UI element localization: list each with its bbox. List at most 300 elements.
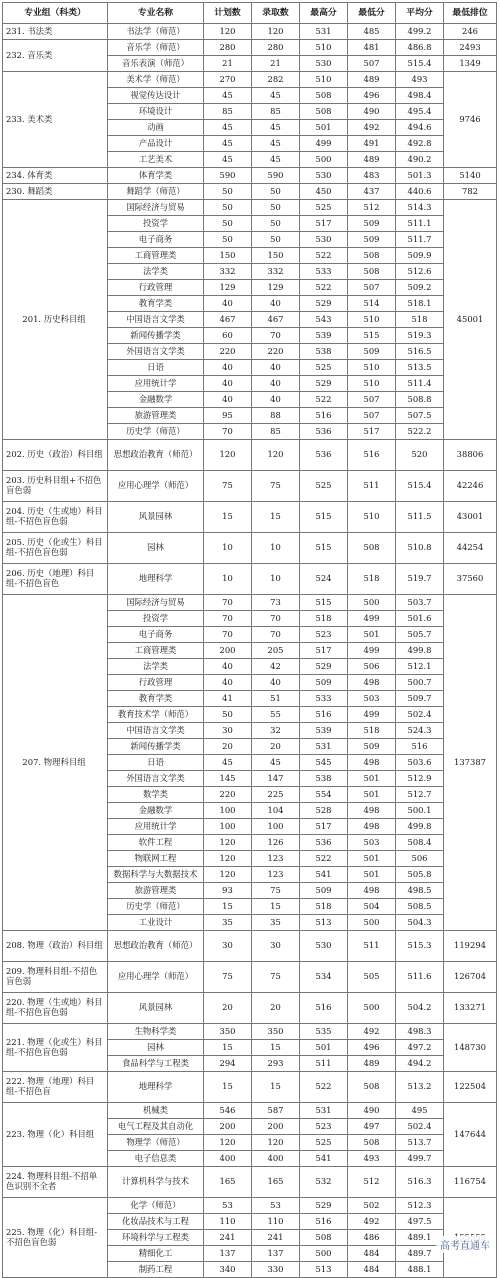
avg-score-cell: 497.5 xyxy=(396,1214,444,1230)
major-cell: 产品设计 xyxy=(108,136,204,152)
plan-cell: 40 xyxy=(204,392,252,408)
admit-cell: 40 xyxy=(252,675,300,691)
major-cell: 历史学（师范） xyxy=(108,899,204,915)
plan-cell: 75 xyxy=(204,471,252,502)
major-cell: 地理科学 xyxy=(108,1072,204,1103)
plan-cell: 40 xyxy=(204,675,252,691)
min-score-cell: 509 xyxy=(348,739,396,755)
max-score-cell: 515 xyxy=(300,533,348,564)
max-score-cell: 509 xyxy=(300,883,348,899)
admit-cell: 75 xyxy=(252,962,300,993)
watermark: 高考直通车 xyxy=(436,1236,494,1253)
major-cell: 工商管理类 xyxy=(108,643,204,659)
major-cell: 教育学类 xyxy=(108,691,204,707)
max-score-cell: 517 xyxy=(300,216,348,232)
max-score-cell: 545 xyxy=(300,755,348,771)
admit-cell: 200 xyxy=(252,1119,300,1135)
major-cell: 软件工程 xyxy=(108,835,204,851)
admit-cell: 70 xyxy=(252,627,300,643)
min-score-cell: 496 xyxy=(348,88,396,104)
header-admit: 录取数 xyxy=(252,3,300,24)
avg-score-cell: 509.2 xyxy=(396,280,444,296)
min-score-cell: 508 xyxy=(348,264,396,280)
admit-cell: 129 xyxy=(252,280,300,296)
min-rank-cell: 246 xyxy=(444,24,497,40)
admit-cell: 10 xyxy=(252,533,300,564)
plan-cell: 220 xyxy=(204,344,252,360)
min-rank-cell: 126704 xyxy=(444,962,497,993)
max-score-cell: 522 xyxy=(300,248,348,264)
plan-cell: 120 xyxy=(204,867,252,883)
major-cell: 行政管理 xyxy=(108,280,204,296)
admit-cell: 467 xyxy=(252,312,300,328)
min-score-cell: 509 xyxy=(348,216,396,232)
plan-cell: 15 xyxy=(204,1040,252,1056)
group-name-cell: 233. 美术类 xyxy=(3,72,108,168)
min-score-cell: 508 xyxy=(348,248,396,264)
plan-cell: 110 xyxy=(204,1214,252,1230)
admit-cell: 70 xyxy=(252,328,300,344)
min-rank-cell: 44254 xyxy=(444,533,497,564)
major-cell: 化妆品技术与工程 xyxy=(108,1214,204,1230)
major-cell: 投资学 xyxy=(108,611,204,627)
group-name-cell: 208. 物理（政治）科目组 xyxy=(3,931,108,962)
major-cell: 投资学 xyxy=(108,216,204,232)
table-row xyxy=(3,184,497,200)
admit-cell: 126 xyxy=(252,835,300,851)
avg-score-cell: 498.4 xyxy=(396,88,444,104)
plan-cell: 50 xyxy=(204,707,252,723)
plan-cell: 53 xyxy=(204,1198,252,1214)
min-score-cell: 492 xyxy=(348,1024,396,1040)
max-score-cell: 530 xyxy=(300,232,348,248)
major-cell: 工业设计 xyxy=(108,915,204,931)
table-row xyxy=(3,533,497,564)
min-score-cell: 490 xyxy=(348,1103,396,1119)
max-score-cell: 516 xyxy=(300,707,348,723)
admit-cell: 45 xyxy=(252,755,300,771)
min-score-cell: 501 xyxy=(348,851,396,867)
max-score-cell: 518 xyxy=(300,899,348,915)
major-cell: 精细化工 xyxy=(108,1246,204,1262)
plan-cell: 70 xyxy=(204,611,252,627)
max-score-cell: 531 xyxy=(300,739,348,755)
min-score-cell: 492 xyxy=(348,1214,396,1230)
major-cell: 舞蹈学（师范） xyxy=(108,184,204,200)
admit-cell: 165 xyxy=(252,1167,300,1198)
major-cell: 电气工程及其自动化 xyxy=(108,1119,204,1135)
avg-score-cell: 507.5 xyxy=(396,408,444,424)
plan-cell: 120 xyxy=(204,24,252,40)
admit-cell: 293 xyxy=(252,1056,300,1072)
max-score-cell: 529 xyxy=(300,296,348,312)
plan-cell: 45 xyxy=(204,755,252,771)
plan-cell: 165 xyxy=(204,1167,252,1198)
major-cell: 计算机科学与技术 xyxy=(108,1167,204,1198)
min-rank-cell: 122504 xyxy=(444,1072,497,1103)
major-cell: 历史学（师范） xyxy=(108,424,204,440)
major-cell: 风景园林 xyxy=(108,993,204,1024)
major-cell: 物理学（师范） xyxy=(108,1135,204,1151)
plan-cell: 50 xyxy=(204,216,252,232)
avg-score-cell: 505.7 xyxy=(396,627,444,643)
admit-cell: 50 xyxy=(252,184,300,200)
min-score-cell: 481 xyxy=(348,40,396,56)
avg-score-cell: 440.6 xyxy=(396,184,444,200)
max-score-cell: 516 xyxy=(300,408,348,424)
admit-cell: 241 xyxy=(252,1230,300,1246)
group-name-cell: 230. 舞蹈类 xyxy=(3,184,108,200)
min-score-cell: 484 xyxy=(348,1262,396,1278)
plan-cell: 45 xyxy=(204,152,252,168)
admit-cell: 590 xyxy=(252,168,300,184)
min-score-cell: 510 xyxy=(348,502,396,533)
major-cell: 外国语言文学类 xyxy=(108,344,204,360)
plan-cell: 35 xyxy=(204,915,252,931)
major-cell: 旅游管理类 xyxy=(108,408,204,424)
min-score-cell: 484 xyxy=(348,1246,396,1262)
avg-score-cell: 524.3 xyxy=(396,723,444,739)
major-cell: 工商管理类 xyxy=(108,248,204,264)
table-row xyxy=(3,1103,497,1119)
admit-cell: 40 xyxy=(252,392,300,408)
major-cell: 日语 xyxy=(108,755,204,771)
admit-cell: 137 xyxy=(252,1246,300,1262)
avg-score-cell: 494.2 xyxy=(396,1056,444,1072)
min-score-cell: 500 xyxy=(348,915,396,931)
header-major: 专业名称 xyxy=(108,3,204,24)
group-name-cell: 204. 历史（生或地）科目组-不招色盲色弱 xyxy=(3,502,108,533)
min-score-cell: 499 xyxy=(348,611,396,627)
major-cell: 思想政治教育（师范） xyxy=(108,931,204,962)
plan-cell: 10 xyxy=(204,564,252,595)
max-score-cell: 516 xyxy=(300,1214,348,1230)
max-score-cell: 530 xyxy=(300,931,348,962)
min-score-cell: 491 xyxy=(348,136,396,152)
admit-cell: 30 xyxy=(252,931,300,962)
avg-score-cell: 504.2 xyxy=(396,993,444,1024)
avg-score-cell: 513.5 xyxy=(396,360,444,376)
major-cell: 食品科学与工程类 xyxy=(108,1056,204,1072)
avg-score-cell: 519.7 xyxy=(396,564,444,595)
avg-score-cell: 488.1 xyxy=(396,1262,444,1278)
table-header xyxy=(3,3,497,24)
avg-score-cell: 516.3 xyxy=(396,1167,444,1198)
plan-cell: 129 xyxy=(204,280,252,296)
major-cell: 金融数学 xyxy=(108,803,204,819)
admit-cell: 15 xyxy=(252,1072,300,1103)
major-cell: 数学类 xyxy=(108,787,204,803)
avg-score-cell: 498.3 xyxy=(396,1024,444,1040)
major-cell: 园林 xyxy=(108,533,204,564)
group-name-cell: 207. 物理科目组 xyxy=(3,595,108,931)
major-cell: 风景园林 xyxy=(108,502,204,533)
plan-cell: 95 xyxy=(204,408,252,424)
admit-cell: 45 xyxy=(252,88,300,104)
max-score-cell: 522 xyxy=(300,851,348,867)
group-name-cell: 209. 物理科目组-不招色盲色弱 xyxy=(3,962,108,993)
plan-cell: 137 xyxy=(204,1246,252,1262)
avg-score-cell: 515.4 xyxy=(396,56,444,72)
min-score-cell: 517 xyxy=(348,424,396,440)
avg-score-cell: 489.7 xyxy=(396,1246,444,1262)
group-name-cell: 203. 历史科目组+不招色盲色弱 xyxy=(3,471,108,502)
table-row xyxy=(3,200,497,216)
avg-score-cell: 503.6 xyxy=(396,755,444,771)
plan-cell: 270 xyxy=(204,72,252,88)
plan-cell: 100 xyxy=(204,819,252,835)
avg-score-cell: 512.9 xyxy=(396,771,444,787)
header-max: 最高分 xyxy=(300,3,348,24)
min-score-cell: 483 xyxy=(348,168,396,184)
avg-score-cell: 502.4 xyxy=(396,707,444,723)
max-score-cell: 530 xyxy=(300,56,348,72)
plan-cell: 150 xyxy=(204,248,252,264)
admit-cell: 332 xyxy=(252,264,300,280)
major-cell: 法学类 xyxy=(108,659,204,675)
max-score-cell: 532 xyxy=(300,1167,348,1198)
min-score-cell: 518 xyxy=(348,564,396,595)
admit-cell: 100 xyxy=(252,819,300,835)
min-score-cell: 489 xyxy=(348,152,396,168)
major-cell: 日语 xyxy=(108,360,204,376)
max-score-cell: 523 xyxy=(300,627,348,643)
admit-cell: 32 xyxy=(252,723,300,739)
plan-cell: 546 xyxy=(204,1103,252,1119)
min-rank-cell: 148730 xyxy=(444,1024,497,1072)
max-score-cell: 450 xyxy=(300,184,348,200)
admit-cell: 15 xyxy=(252,899,300,915)
table-row xyxy=(3,168,497,184)
major-cell: 书法学（师范） xyxy=(108,24,204,40)
max-score-cell: 529 xyxy=(300,376,348,392)
plan-cell: 50 xyxy=(204,184,252,200)
table-row xyxy=(3,595,497,611)
avg-score-cell: 516 xyxy=(396,739,444,755)
major-cell: 物联网工程 xyxy=(108,851,204,867)
admit-cell: 70 xyxy=(252,611,300,627)
header-avg: 平均分 xyxy=(396,3,444,24)
admit-cell: 225 xyxy=(252,787,300,803)
max-score-cell: 536 xyxy=(300,424,348,440)
max-score-cell: 518 xyxy=(300,611,348,627)
major-cell: 中国语言文学类 xyxy=(108,723,204,739)
plan-cell: 21 xyxy=(204,56,252,72)
min-score-cell: 489 xyxy=(348,1056,396,1072)
min-score-cell: 503 xyxy=(348,691,396,707)
max-score-cell: 508 xyxy=(300,104,348,120)
plan-cell: 590 xyxy=(204,168,252,184)
avg-score-cell: 514.3 xyxy=(396,200,444,216)
min-score-cell: 507 xyxy=(348,392,396,408)
avg-score-cell: 486.8 xyxy=(396,40,444,56)
max-score-cell: 511 xyxy=(300,1056,348,1072)
major-cell: 美术学（师范） xyxy=(108,72,204,88)
admit-cell: 120 xyxy=(252,440,300,471)
plan-cell: 40 xyxy=(204,659,252,675)
avg-score-cell: 500.1 xyxy=(396,803,444,819)
max-score-cell: 525 xyxy=(300,200,348,216)
plan-cell: 60 xyxy=(204,328,252,344)
min-score-cell: 508 xyxy=(348,1072,396,1103)
max-score-cell: 534 xyxy=(300,962,348,993)
max-score-cell: 500 xyxy=(300,1246,348,1262)
avg-score-cell: 508.4 xyxy=(396,835,444,851)
min-score-cell: 508 xyxy=(348,1135,396,1151)
major-cell: 思想政治教育（师范） xyxy=(108,440,204,471)
avg-score-cell: 513.7 xyxy=(396,1135,444,1151)
plan-cell: 200 xyxy=(204,1119,252,1135)
min-score-cell: 509 xyxy=(348,232,396,248)
admit-cell: 15 xyxy=(252,1040,300,1056)
admit-cell: 123 xyxy=(252,851,300,867)
min-score-cell: 496 xyxy=(348,1040,396,1056)
min-score-cell: 499 xyxy=(348,707,396,723)
max-score-cell: 510 xyxy=(300,40,348,56)
avg-score-cell: 502.4 xyxy=(396,1119,444,1135)
plan-cell: 40 xyxy=(204,376,252,392)
avg-score-cell: 512.1 xyxy=(396,659,444,675)
major-cell: 应用统计学 xyxy=(108,376,204,392)
major-cell: 国际经济与贸易 xyxy=(108,200,204,216)
min-score-cell: 501 xyxy=(348,627,396,643)
major-cell: 外国语言文学类 xyxy=(108,771,204,787)
plan-cell: 100 xyxy=(204,803,252,819)
min-score-cell: 498 xyxy=(348,883,396,899)
major-cell: 生物科学类 xyxy=(108,1024,204,1040)
admit-cell: 88 xyxy=(252,408,300,424)
major-cell: 电子信息类 xyxy=(108,1151,204,1167)
max-score-cell: 510 xyxy=(300,72,348,88)
major-cell: 环境设计 xyxy=(108,104,204,120)
major-cell: 中国语言文学类 xyxy=(108,312,204,328)
group-name-cell: 223. 物理（化）科目组 xyxy=(3,1103,108,1167)
max-score-cell: 529 xyxy=(300,659,348,675)
min-score-cell: 515 xyxy=(348,328,396,344)
min-score-cell: 510 xyxy=(348,376,396,392)
group-name-cell: 201. 历史科目组 xyxy=(3,200,108,440)
avg-score-cell: 513.2 xyxy=(396,1072,444,1103)
min-score-cell: 509 xyxy=(348,344,396,360)
max-score-cell: 523 xyxy=(300,1119,348,1135)
avg-score-cell: 499.8 xyxy=(396,643,444,659)
admit-cell: 350 xyxy=(252,1024,300,1040)
avg-score-cell: 490.2 xyxy=(396,152,444,168)
max-score-cell: 508 xyxy=(300,1230,348,1246)
max-score-cell: 499 xyxy=(300,136,348,152)
admit-cell: 55 xyxy=(252,707,300,723)
avg-score-cell: 504.3 xyxy=(396,915,444,931)
major-cell: 地理科学 xyxy=(108,564,204,595)
avg-score-cell: 518.1 xyxy=(396,296,444,312)
plan-cell: 200 xyxy=(204,643,252,659)
min-score-cell: 516 xyxy=(348,440,396,471)
plan-cell: 467 xyxy=(204,312,252,328)
avg-score-cell: 512.6 xyxy=(396,264,444,280)
admission-score-table xyxy=(2,2,497,1278)
avg-score-cell: 516.5 xyxy=(396,344,444,360)
avg-score-cell: 498.5 xyxy=(396,883,444,899)
max-score-cell: 517 xyxy=(300,643,348,659)
min-score-cell: 512 xyxy=(348,1167,396,1198)
major-cell: 教育技术学（师范） xyxy=(108,707,204,723)
min-rank-cell: 1349 xyxy=(444,56,497,72)
avg-score-cell: 522.2 xyxy=(396,424,444,440)
major-cell: 化学（师范） xyxy=(108,1198,204,1214)
avg-score-cell: 511.6 xyxy=(396,962,444,993)
min-rank-cell: 45001 xyxy=(444,200,497,440)
max-score-cell: 531 xyxy=(300,1103,348,1119)
table-row xyxy=(3,1024,497,1040)
major-cell: 环境科学与工程类 xyxy=(108,1230,204,1246)
admit-cell: 40 xyxy=(252,360,300,376)
min-rank-cell: 38806 xyxy=(444,440,497,471)
plan-cell: 120 xyxy=(204,851,252,867)
avg-score-cell: 520 xyxy=(396,440,444,471)
avg-score-cell: 515.3 xyxy=(396,931,444,962)
plan-cell: 75 xyxy=(204,962,252,993)
avg-score-cell: 506 xyxy=(396,851,444,867)
plan-cell: 10 xyxy=(204,533,252,564)
max-score-cell: 501 xyxy=(300,120,348,136)
group-name-cell: 232. 音乐类 xyxy=(3,40,108,72)
major-cell: 行政管理 xyxy=(108,675,204,691)
avg-score-cell: 512.3 xyxy=(396,1198,444,1214)
min-score-cell: 507 xyxy=(348,56,396,72)
min-score-cell: 499 xyxy=(348,643,396,659)
admit-cell: 123 xyxy=(252,867,300,883)
table-row xyxy=(3,40,497,56)
min-score-cell: 506 xyxy=(348,659,396,675)
avg-score-cell: 493 xyxy=(396,72,444,88)
max-score-cell: 538 xyxy=(300,771,348,787)
min-score-cell: 490 xyxy=(348,104,396,120)
admit-cell: 104 xyxy=(252,803,300,819)
avg-score-cell: 500.7 xyxy=(396,675,444,691)
max-score-cell: 536 xyxy=(300,440,348,471)
max-score-cell: 536 xyxy=(300,835,348,851)
admit-cell: 330 xyxy=(252,1262,300,1278)
group-name-cell: 221. 物理（化或生）科目组-不招色盲色弱 xyxy=(3,1024,108,1072)
avg-score-cell: 503.7 xyxy=(396,595,444,611)
min-score-cell: 492 xyxy=(348,120,396,136)
major-cell: 法学类 xyxy=(108,264,204,280)
avg-score-cell: 495 xyxy=(396,1103,444,1119)
max-score-cell: 535 xyxy=(300,1024,348,1040)
min-score-cell: 498 xyxy=(348,803,396,819)
table-row xyxy=(3,962,497,993)
plan-cell: 120 xyxy=(204,1135,252,1151)
group-name-cell: 224. 物理科目组-不招单色识别不全者 xyxy=(3,1167,108,1198)
avg-score-cell: 512.7 xyxy=(396,787,444,803)
admit-cell: 51 xyxy=(252,691,300,707)
plan-cell: 340 xyxy=(204,1262,252,1278)
max-score-cell: 522 xyxy=(300,280,348,296)
min-score-cell: 437 xyxy=(348,184,396,200)
table-row xyxy=(3,1198,497,1214)
header-min: 最低分 xyxy=(348,3,396,24)
min-score-cell: 503 xyxy=(348,835,396,851)
plan-cell: 280 xyxy=(204,40,252,56)
min-score-cell: 501 xyxy=(348,771,396,787)
plan-cell: 350 xyxy=(204,1024,252,1040)
major-cell: 音乐学（师范） xyxy=(108,40,204,56)
group-name-cell: 234. 体育类 xyxy=(3,168,108,184)
max-score-cell: 528 xyxy=(300,803,348,819)
avg-score-cell: 492.8 xyxy=(396,136,444,152)
min-score-cell: 493 xyxy=(348,1151,396,1167)
admit-cell: 50 xyxy=(252,200,300,216)
